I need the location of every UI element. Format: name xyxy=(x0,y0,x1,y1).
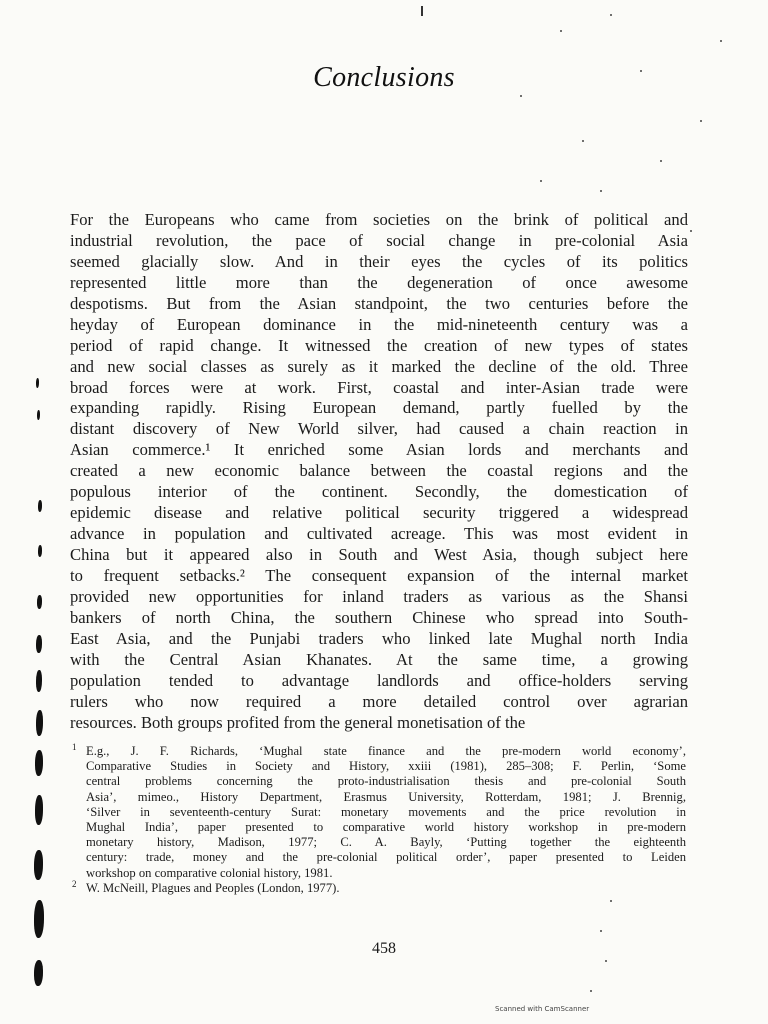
footnotes xyxy=(86,744,686,896)
binding-shadow xyxy=(26,370,46,1010)
body-line: epidemic disease and relative political security triggered a widespread xyxy=(70,503,688,523)
body-line: represented little more than the degeneration of once awesome xyxy=(70,272,688,292)
body-line: bankers of north China, the southern Chinese who spread into South- xyxy=(70,607,688,627)
footnote-line: monetary history, Madison, 1977; C. A. Bayly, ‘Putting together the eighteenth xyxy=(86,835,686,850)
body-line: to frequent setbacks.² The consequent expansion of the internal market xyxy=(70,565,688,585)
footnote-line: workshop on comparative colonial history, 1981. xyxy=(86,865,333,880)
body-text xyxy=(70,210,688,733)
body-line: East Asia, and the Punjabi traders who linked late Mughal north India xyxy=(70,628,688,648)
body-line: For the Europeans who came from societies on the brink of political and xyxy=(70,210,688,229)
body-line: despotisms. But from the Asian standpoint, the two centuries before the xyxy=(70,293,688,313)
body-line: seemed glacially slow. And in their eyes the cycles of its politics xyxy=(70,251,688,271)
scanner-watermark: Scanned with CamScanner xyxy=(495,1005,590,1013)
body-line: created a new economic balance between the coastal regions and the xyxy=(70,461,688,481)
body-line: expanding rapidly. Rising European demand, partly fuelled by the xyxy=(70,398,688,418)
footnote-line: Asia’, mimeo., History Department, Erasmus University, Rotterdam, 1981; J. Brennig, xyxy=(86,789,686,804)
body-line: populous interior of the continent. Secondly, the domestication of xyxy=(70,482,688,502)
body-line: industrial revolution, the pace of social change in pre-colonial Asia xyxy=(70,230,688,250)
body-line: rulers who now required a more detailed control over agrarian xyxy=(70,691,688,711)
footnote-line: century: trade, money and the pre-colonial political order’, paper presented to Leiden xyxy=(86,850,686,865)
footnote-line: Comparative Studies in Society and History, xxiii (1981), 285–308; F. Perlin, ‘Some xyxy=(86,759,686,774)
scan-artifact-mark xyxy=(421,6,423,16)
body-line: provided new opportunities for inland traders as various as the Shansi xyxy=(70,586,688,606)
chapter-title: Conclusions xyxy=(313,62,455,93)
body-line: Asian commerce.¹ It enriched some Asian lords and merchants and xyxy=(70,440,688,460)
footnote-line: 2 W. McNeill, Plagues and Peoples (London, 1977). xyxy=(86,881,686,896)
body-line: resources. Both groups profited from the general monetisation of the xyxy=(70,712,526,732)
body-line: and new social classes as surely as it marked the decline of the old. Three xyxy=(70,356,688,376)
footnote-line: ‘Silver in seventeenth-century Surat: monetary movements and the price revolution in xyxy=(86,804,686,819)
body-line: China but it appeared also in South and West Asia, though subject here xyxy=(70,545,688,564)
body-line: period of rapid change. It witnessed the creation of new types of states xyxy=(70,335,688,355)
footnote-line: central problems concerning the proto-industrialisation thesis and pre-colonial South xyxy=(86,774,686,789)
footnote-line: 1 E.g., J. F. Richards, ‘Mughal state finance and the pre-modern world economy’, xyxy=(86,744,686,759)
body-line: distant discovery of New World silver, had caused a chain reaction in xyxy=(70,419,688,439)
body-line: broad forces were at work. First, coastal and inter-Asian trade were xyxy=(70,377,688,397)
body-line: advance in population and cultivated acreage. This was most evident in xyxy=(70,524,688,544)
body-line: with the Central Asian Khanates. At the same time, a growing xyxy=(70,649,688,669)
footnote-line: Mughal India’, paper presented to comparative world history workshop in pre-modern xyxy=(86,819,686,834)
page-number: 458 xyxy=(372,940,396,957)
body-line: population tended to advantage landlords and office-holders serving xyxy=(70,670,688,690)
body-line: heyday of European dominance in the mid-nineteenth century was a xyxy=(70,314,688,334)
